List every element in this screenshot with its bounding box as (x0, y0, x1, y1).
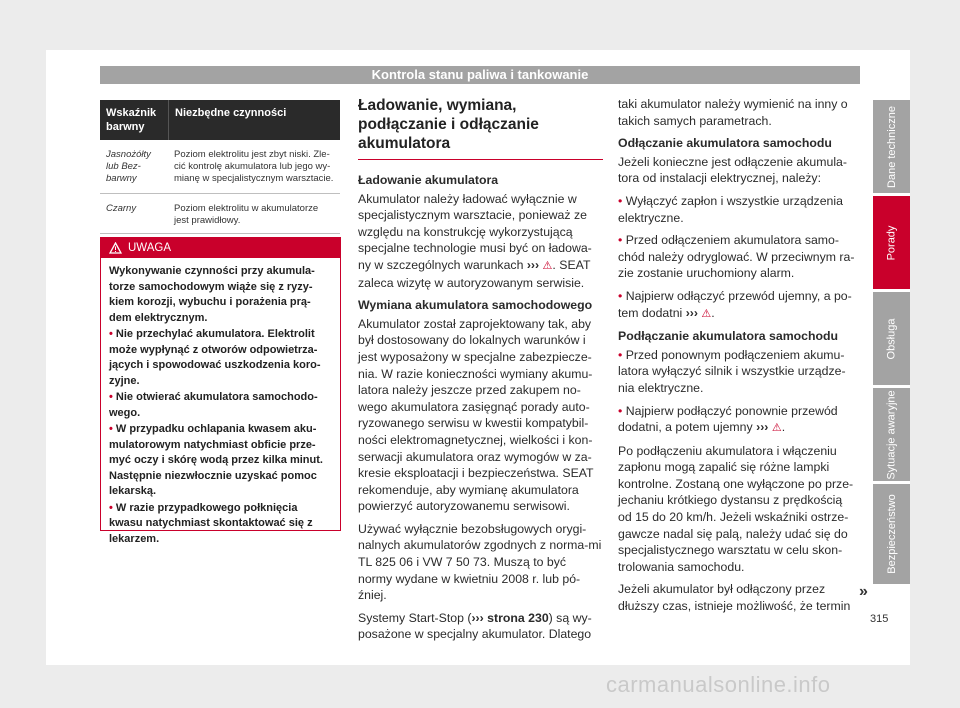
warning-triangle-icon: ⚠ (771, 422, 782, 435)
bullet-icon: • (618, 347, 626, 362)
warning-triangle-icon: ⚠ (542, 259, 553, 272)
row-action: Poziom elektrolitu w akumulatorze jest prawidłowy. (174, 203, 319, 226)
paragraph: Jeżeli konieczne jest odłączenie akumula-tora od instalacji elektrycznej, należy: (618, 154, 847, 186)
bullet-icon: • (109, 328, 116, 340)
warning-item: • W razie przypadkowego połknięcia kwasu natychmiast skontaktować się z lekarzem. (109, 501, 313, 545)
paragraph: Używać wyłącznie bezobsługowych orygi-nalnych akumulatorów zgodnych z norma-mi TL 825 06 i VW 7 50 73. Muszą to być normy wydane w kwietniu 2008 r. lub pó-źniej. (358, 521, 602, 603)
table-row (100, 194, 340, 234)
paragraph: taki akumulator należy wymienić na inny o takich samych parametrach. (618, 97, 848, 128)
subheading-charging: Ładowanie akumulatora (358, 173, 499, 187)
reference-arrows[interactable]: ››› (526, 257, 540, 272)
row-indicator: Czarny (106, 203, 137, 214)
warning-body (101, 258, 340, 554)
bullet-icon: • (109, 391, 116, 403)
paragraph: Akumulator został zaprojektowany tak, aby był dostosowany do lokalnych warunków i jest wyposażony w specjalne zabezpiecze-nia. W razie konieczności wymiany akumu-latora należy jeszcze przed zakupem no-wego akumulatora zasięgnąć porady auto-ryzowanego serwisu w kwestii kompatybil-ności elektromagnetycznej, wielkości i kon-serwacji akumulatora oraz wymogów w za-kresie eksploatacji i bezpieczeństwa. SEAT rekomenduje, aby wymianę akumulatora powierzyć autoryzowanemu serwisowi. (358, 316, 594, 514)
list-item: • Najpierw odłączyć przewód ujemny, a po-tem dodatni ››› ⚠. (618, 288, 852, 320)
column-right (618, 96, 858, 621)
section-tabs (873, 100, 910, 587)
column-middle (358, 96, 603, 649)
list-item: • Przed odłączeniem akumulatora samo-chód należy odryglować. W przeciwnym ra-zie zostanie uruchomiony alarm. (618, 233, 855, 281)
page-number: 315 (870, 613, 889, 625)
tab-obsluga[interactable]: Obsługa (873, 292, 910, 385)
warning-item: • W przypadku ochlapania kwasem aku-mulatorowym natychmiast obficie prze-myć oczy i skórę wodą przez kilka minut. Następnie niezwłocznie uzyskać pomoc lekarską. (109, 423, 323, 497)
tab-sytuacje-awaryjne[interactable]: Sytuacje awaryjne (873, 388, 910, 481)
warning-intro: Wykonywanie czynności przy akumula-torze samochodowym wiąże się z ryzy-kiem korozji, wybuchu i porażenia prą-dem elektrycznym. (109, 265, 315, 324)
bullet-icon: • (618, 233, 626, 248)
subheading-connect: Podłączanie akumulatora samochodu (618, 329, 839, 344)
table-row (100, 140, 340, 194)
warning-item: • Nie przechylać akumulatora. Elektrolit może wypłynąć z otworów odpowietrza-jących i spowodować uszkodzenia koro-zyjne. (109, 328, 321, 387)
page-reference-link[interactable]: ››› strona 230 (471, 610, 549, 625)
reference-arrows[interactable]: ››› (685, 305, 698, 320)
bullet-icon: • (618, 193, 626, 208)
list-item: • Wyłączyć zapłon i wszystkie urządzenia elektryczne. (618, 193, 843, 225)
tab-porady[interactable]: Porady (873, 196, 910, 289)
warning-item: • Nie otwierać akumulatora samochodo-wego. (109, 391, 318, 419)
section-title: Ładowanie, wymiana, podłączanie i odłączanie akumulatora (358, 96, 603, 160)
warning-triangle-icon (109, 242, 122, 254)
warning-triangle-icon: ⚠ (701, 307, 712, 320)
paragraph: Jeżeli akumulator był odłączony przez dłuższy czas, istnieje możliwość, że termin (618, 582, 851, 614)
list-item: • Przed ponownym podłączeniem akumu-latora wyłączyć silnik i wszystkie urządze-nia elektryczne. (618, 347, 846, 395)
table-col-indicator: Wskaźnik barwny (106, 107, 157, 133)
watermark: carmanualsonline.info (606, 672, 831, 697)
page-header: Kontrola stanu paliwa i tankowanie (100, 66, 860, 84)
paragraph: Systemy Start-Stop (››› strona 230) są wy-posażone w specjalny akumulator. Dlatego (358, 610, 592, 642)
reference-arrows[interactable]: ››› (756, 420, 769, 435)
table-col-actions: Niezbędne czynności (168, 100, 340, 140)
tab-bezpieczenstwo[interactable]: Bezpieczeństwo (873, 484, 910, 584)
warning-box (100, 237, 341, 545)
paragraph: Akumulator należy ładować wyłącznie w specjalistycznym warsztacie, ponieważ ze względu na konstrukcję wykorzystującą specjalne technologie musi być on ładowa-ny w szczególnych warunkach ››› ⚠. SEAT zaleca wizytę w autoryzowanym serwisie. (358, 191, 592, 290)
list-item: • Najpierw podłączyć ponownie przewód dodatni, a potem ujemny ››› ⚠. (618, 403, 838, 435)
continue-icon: » (859, 583, 868, 600)
paragraph: Po podłączeniu akumulatora i włączeniu zapłonu mogą zapalić się różne lampki kontrolne. Zostaną one wyłączone po prze-jechaniu krótkiego dystansu z prędkością od 15 do 20 km/h. Jeżeli wskaźniki ostrze-gawcze nadal się palą, należy udać się do specjalistycznego warsztatu w celu skon-trolowania samochodu. (618, 443, 854, 574)
bullet-icon: • (618, 288, 626, 303)
bullet-icon: • (109, 501, 116, 514)
subheading-disconnect: Odłączanie akumulatora samochodu (618, 136, 832, 151)
table-header (100, 100, 340, 140)
row-action: Poziom elektrolitu jest zbyt niski. Zle-cić kontrolę akumulatora lub jego wy-mianę w specjalistycznym warsztacie. (174, 149, 334, 184)
tab-dane-techniczne[interactable]: Dane techniczne (873, 100, 910, 193)
row-indicator: Jasnożółty lub Bez-barwny (106, 149, 151, 184)
warning-title: UWAGA (128, 242, 172, 254)
bullet-icon: • (109, 423, 116, 435)
warning-header (101, 238, 340, 258)
subheading-replacement: Wymiana akumulatora samochodowego (358, 298, 593, 313)
bullet-icon: • (618, 403, 626, 418)
indicator-table (100, 100, 340, 234)
